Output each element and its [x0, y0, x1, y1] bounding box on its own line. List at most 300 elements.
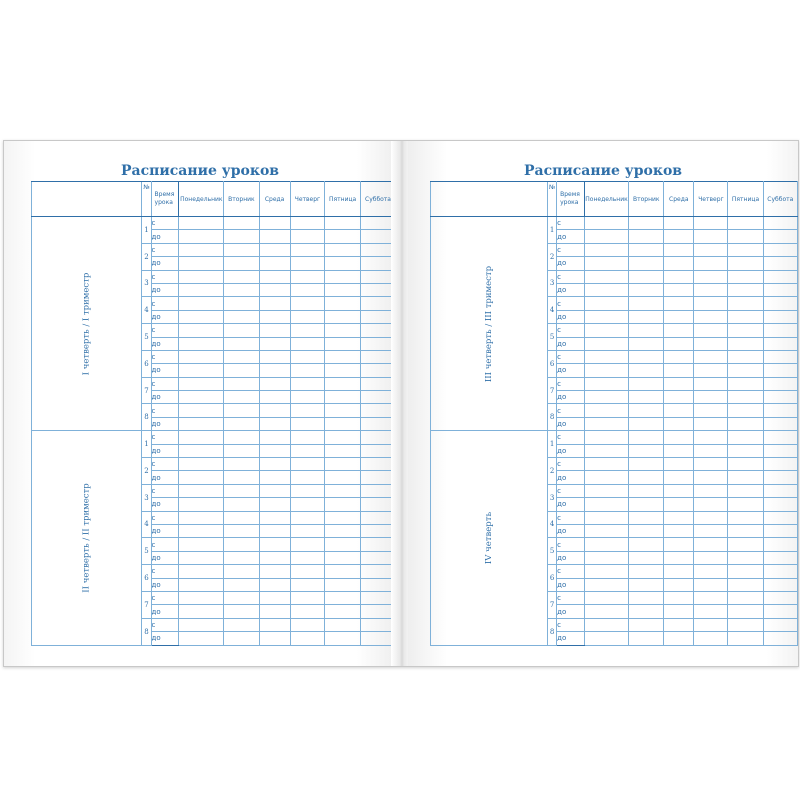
day-cell[interactable] [763, 511, 797, 524]
day-cell[interactable] [629, 337, 664, 350]
day-cell[interactable] [728, 524, 763, 537]
day-cell[interactable] [179, 524, 224, 537]
day-cell[interactable] [664, 471, 694, 484]
day-cell[interactable] [664, 391, 694, 404]
day-cell[interactable] [763, 350, 797, 363]
day-cell[interactable] [290, 524, 325, 537]
day-cell[interactable] [763, 391, 797, 404]
time-from-cell[interactable]: с [151, 270, 179, 283]
day-cell[interactable] [728, 618, 763, 631]
day-cell[interactable] [179, 591, 224, 604]
day-cell[interactable] [325, 632, 361, 645]
day-cell[interactable] [763, 431, 797, 444]
day-cell[interactable] [629, 297, 664, 310]
day-cell[interactable] [224, 324, 259, 337]
day-cell[interactable] [763, 471, 797, 484]
day-cell[interactable] [664, 364, 694, 377]
day-cell[interactable] [728, 551, 763, 564]
day-cell[interactable] [728, 417, 763, 430]
day-cell[interactable] [629, 618, 664, 631]
day-cell[interactable] [694, 484, 728, 497]
day-cell[interactable] [694, 404, 728, 417]
day-cell[interactable] [259, 350, 290, 363]
day-cell[interactable] [664, 417, 694, 430]
day-cell[interactable] [694, 350, 728, 363]
day-cell[interactable] [728, 458, 763, 471]
time-from-cell[interactable]: с [557, 404, 585, 417]
day-cell[interactable] [629, 565, 664, 578]
day-cell[interactable] [259, 565, 290, 578]
day-cell[interactable] [179, 605, 224, 618]
day-cell[interactable] [664, 511, 694, 524]
day-cell[interactable] [325, 283, 361, 296]
day-cell[interactable] [728, 230, 763, 243]
day-cell[interactable] [259, 578, 290, 591]
day-cell[interactable] [664, 257, 694, 270]
day-cell[interactable] [629, 538, 664, 551]
time-from-cell[interactable]: с [557, 591, 585, 604]
day-cell[interactable] [179, 498, 224, 511]
day-cell[interactable] [325, 417, 361, 430]
day-cell[interactable] [179, 618, 224, 631]
day-cell[interactable] [224, 632, 259, 645]
time-to-cell[interactable]: до [557, 391, 585, 404]
time-to-cell[interactable]: до [557, 310, 585, 323]
day-cell[interactable] [763, 538, 797, 551]
day-cell[interactable] [763, 364, 797, 377]
day-cell[interactable] [728, 538, 763, 551]
day-cell[interactable] [763, 310, 797, 323]
day-cell[interactable] [728, 364, 763, 377]
day-cell[interactable] [259, 283, 290, 296]
time-to-cell[interactable]: до [151, 364, 179, 377]
time-to-cell[interactable]: до [151, 605, 179, 618]
day-cell[interactable] [584, 324, 629, 337]
day-cell[interactable] [629, 471, 664, 484]
day-cell[interactable] [325, 337, 361, 350]
day-cell[interactable] [584, 337, 629, 350]
day-cell[interactable] [224, 217, 259, 230]
day-cell[interactable] [325, 444, 361, 457]
day-cell[interactable] [290, 565, 325, 578]
day-cell[interactable] [259, 484, 290, 497]
day-cell[interactable] [728, 444, 763, 457]
time-to-cell[interactable]: до [557, 498, 585, 511]
time-from-cell[interactable]: с [151, 591, 179, 604]
day-cell[interactable] [728, 632, 763, 645]
day-cell[interactable] [179, 632, 224, 645]
day-cell[interactable] [629, 404, 664, 417]
day-cell[interactable] [179, 270, 224, 283]
day-cell[interactable] [629, 391, 664, 404]
day-cell[interactable] [290, 337, 325, 350]
day-cell[interactable] [325, 431, 361, 444]
day-cell[interactable] [763, 578, 797, 591]
day-cell[interactable] [728, 498, 763, 511]
day-cell[interactable] [629, 578, 664, 591]
day-cell[interactable] [763, 498, 797, 511]
day-cell[interactable] [224, 391, 259, 404]
day-cell[interactable] [629, 283, 664, 296]
day-cell[interactable] [728, 297, 763, 310]
day-cell[interactable] [694, 565, 728, 578]
day-cell[interactable] [259, 605, 290, 618]
day-cell[interactable] [664, 230, 694, 243]
day-cell[interactable] [179, 350, 224, 363]
day-cell[interactable] [664, 565, 694, 578]
day-cell[interactable] [224, 538, 259, 551]
day-cell[interactable] [290, 404, 325, 417]
time-to-cell[interactable]: до [151, 524, 179, 537]
day-cell[interactable] [763, 324, 797, 337]
day-cell[interactable] [763, 484, 797, 497]
day-cell[interactable] [584, 591, 629, 604]
day-cell[interactable] [584, 498, 629, 511]
day-cell[interactable] [664, 217, 694, 230]
day-cell[interactable] [728, 310, 763, 323]
time-from-cell[interactable]: с [557, 618, 585, 631]
day-cell[interactable] [728, 511, 763, 524]
day-cell[interactable] [763, 444, 797, 457]
day-cell[interactable] [224, 404, 259, 417]
day-cell[interactable] [325, 217, 361, 230]
day-cell[interactable] [694, 431, 728, 444]
day-cell[interactable] [629, 350, 664, 363]
day-cell[interactable] [224, 243, 259, 256]
time-from-cell[interactable]: с [557, 511, 585, 524]
day-cell[interactable] [259, 417, 290, 430]
day-cell[interactable] [694, 444, 728, 457]
day-cell[interactable] [584, 578, 629, 591]
day-cell[interactable] [584, 391, 629, 404]
day-cell[interactable] [629, 377, 664, 390]
time-from-cell[interactable]: с [151, 217, 179, 230]
day-cell[interactable] [224, 257, 259, 270]
day-cell[interactable] [224, 417, 259, 430]
day-cell[interactable] [763, 270, 797, 283]
day-cell[interactable] [179, 230, 224, 243]
day-cell[interactable] [584, 618, 629, 631]
day-cell[interactable] [290, 605, 325, 618]
time-from-cell[interactable]: с [151, 404, 179, 417]
day-cell[interactable] [325, 524, 361, 537]
day-cell[interactable] [629, 310, 664, 323]
day-cell[interactable] [694, 270, 728, 283]
day-cell[interactable] [629, 364, 664, 377]
day-cell[interactable] [694, 551, 728, 564]
time-to-cell[interactable]: до [151, 257, 179, 270]
day-cell[interactable] [584, 243, 629, 256]
day-cell[interactable] [259, 337, 290, 350]
time-from-cell[interactable]: с [557, 270, 585, 283]
day-cell[interactable] [259, 551, 290, 564]
day-cell[interactable] [179, 471, 224, 484]
day-cell[interactable] [664, 618, 694, 631]
day-cell[interactable] [694, 591, 728, 604]
day-cell[interactable] [728, 337, 763, 350]
day-cell[interactable] [259, 377, 290, 390]
day-cell[interactable] [694, 377, 728, 390]
day-cell[interactable] [763, 618, 797, 631]
day-cell[interactable] [728, 431, 763, 444]
day-cell[interactable] [694, 217, 728, 230]
time-to-cell[interactable]: до [557, 417, 585, 430]
day-cell[interactable] [259, 458, 290, 471]
time-from-cell[interactable]: с [557, 484, 585, 497]
day-cell[interactable] [325, 350, 361, 363]
day-cell[interactable] [728, 404, 763, 417]
day-cell[interactable] [259, 591, 290, 604]
time-to-cell[interactable]: до [557, 283, 585, 296]
time-to-cell[interactable]: до [151, 632, 179, 645]
day-cell[interactable] [259, 471, 290, 484]
time-to-cell[interactable]: до [151, 391, 179, 404]
day-cell[interactable] [259, 257, 290, 270]
day-cell[interactable] [763, 243, 797, 256]
day-cell[interactable] [584, 538, 629, 551]
day-cell[interactable] [694, 337, 728, 350]
day-cell[interactable] [584, 484, 629, 497]
day-cell[interactable] [629, 632, 664, 645]
day-cell[interactable] [584, 350, 629, 363]
day-cell[interactable] [694, 230, 728, 243]
day-cell[interactable] [259, 618, 290, 631]
day-cell[interactable] [584, 404, 629, 417]
day-cell[interactable] [290, 310, 325, 323]
day-cell[interactable] [763, 632, 797, 645]
day-cell[interactable] [584, 257, 629, 270]
day-cell[interactable] [224, 230, 259, 243]
day-cell[interactable] [629, 431, 664, 444]
time-from-cell[interactable]: с [557, 458, 585, 471]
day-cell[interactable] [694, 391, 728, 404]
time-from-cell[interactable]: с [557, 217, 585, 230]
day-cell[interactable] [325, 578, 361, 591]
day-cell[interactable] [728, 283, 763, 296]
day-cell[interactable] [224, 471, 259, 484]
day-cell[interactable] [664, 591, 694, 604]
day-cell[interactable] [179, 391, 224, 404]
day-cell[interactable] [664, 310, 694, 323]
time-from-cell[interactable]: с [151, 458, 179, 471]
day-cell[interactable] [179, 417, 224, 430]
day-cell[interactable] [224, 337, 259, 350]
day-cell[interactable] [259, 391, 290, 404]
time-to-cell[interactable]: до [557, 471, 585, 484]
day-cell[interactable] [763, 605, 797, 618]
day-cell[interactable] [694, 324, 728, 337]
day-cell[interactable] [325, 364, 361, 377]
day-cell[interactable] [179, 444, 224, 457]
day-cell[interactable] [584, 417, 629, 430]
day-cell[interactable] [259, 524, 290, 537]
day-cell[interactable] [584, 551, 629, 564]
day-cell[interactable] [179, 257, 224, 270]
day-cell[interactable] [325, 243, 361, 256]
day-cell[interactable] [664, 283, 694, 296]
time-from-cell[interactable]: с [151, 297, 179, 310]
day-cell[interactable] [179, 243, 224, 256]
day-cell[interactable] [259, 310, 290, 323]
day-cell[interactable] [224, 350, 259, 363]
day-cell[interactable] [664, 444, 694, 457]
day-cell[interactable] [694, 538, 728, 551]
day-cell[interactable] [629, 524, 664, 537]
day-cell[interactable] [763, 283, 797, 296]
day-cell[interactable] [584, 565, 629, 578]
day-cell[interactable] [179, 431, 224, 444]
time-from-cell[interactable]: с [151, 243, 179, 256]
time-to-cell[interactable]: до [557, 524, 585, 537]
day-cell[interactable] [664, 578, 694, 591]
day-cell[interactable] [179, 297, 224, 310]
day-cell[interactable] [629, 217, 664, 230]
day-cell[interactable] [290, 632, 325, 645]
day-cell[interactable] [728, 565, 763, 578]
day-cell[interactable] [728, 591, 763, 604]
day-cell[interactable] [290, 484, 325, 497]
day-cell[interactable] [179, 565, 224, 578]
day-cell[interactable] [664, 498, 694, 511]
day-cell[interactable] [259, 511, 290, 524]
day-cell[interactable] [325, 618, 361, 631]
day-cell[interactable] [290, 257, 325, 270]
day-cell[interactable] [290, 458, 325, 471]
day-cell[interactable] [290, 324, 325, 337]
day-cell[interactable] [584, 605, 629, 618]
day-cell[interactable] [584, 217, 629, 230]
day-cell[interactable] [694, 524, 728, 537]
day-cell[interactable] [728, 270, 763, 283]
day-cell[interactable] [664, 524, 694, 537]
day-cell[interactable] [584, 230, 629, 243]
day-cell[interactable] [584, 511, 629, 524]
time-to-cell[interactable]: до [151, 337, 179, 350]
day-cell[interactable] [728, 324, 763, 337]
day-cell[interactable] [224, 578, 259, 591]
day-cell[interactable] [664, 458, 694, 471]
time-from-cell[interactable]: с [557, 297, 585, 310]
day-cell[interactable] [664, 404, 694, 417]
day-cell[interactable] [224, 551, 259, 564]
day-cell[interactable] [664, 297, 694, 310]
day-cell[interactable] [584, 524, 629, 537]
day-cell[interactable] [763, 257, 797, 270]
day-cell[interactable] [629, 257, 664, 270]
day-cell[interactable] [224, 618, 259, 631]
day-cell[interactable] [728, 605, 763, 618]
day-cell[interactable] [290, 578, 325, 591]
day-cell[interactable] [728, 377, 763, 390]
day-cell[interactable] [728, 391, 763, 404]
day-cell[interactable] [629, 270, 664, 283]
day-cell[interactable] [763, 297, 797, 310]
time-to-cell[interactable]: до [557, 578, 585, 591]
day-cell[interactable] [224, 310, 259, 323]
day-cell[interactable] [325, 391, 361, 404]
time-from-cell[interactable]: с [151, 511, 179, 524]
day-cell[interactable] [325, 404, 361, 417]
day-cell[interactable] [763, 565, 797, 578]
day-cell[interactable] [259, 364, 290, 377]
day-cell[interactable] [290, 283, 325, 296]
day-cell[interactable] [629, 605, 664, 618]
day-cell[interactable] [325, 324, 361, 337]
time-to-cell[interactable]: до [151, 471, 179, 484]
day-cell[interactable] [290, 538, 325, 551]
day-cell[interactable] [325, 565, 361, 578]
time-from-cell[interactable]: с [557, 350, 585, 363]
day-cell[interactable] [325, 458, 361, 471]
day-cell[interactable] [629, 591, 664, 604]
day-cell[interactable] [224, 444, 259, 457]
day-cell[interactable] [290, 471, 325, 484]
time-to-cell[interactable]: до [557, 632, 585, 645]
time-to-cell[interactable]: до [151, 551, 179, 564]
day-cell[interactable] [290, 297, 325, 310]
time-from-cell[interactable]: с [151, 350, 179, 363]
day-cell[interactable] [290, 551, 325, 564]
day-cell[interactable] [179, 217, 224, 230]
day-cell[interactable] [325, 498, 361, 511]
day-cell[interactable] [224, 591, 259, 604]
day-cell[interactable] [290, 511, 325, 524]
time-from-cell[interactable]: с [151, 565, 179, 578]
day-cell[interactable] [629, 484, 664, 497]
day-cell[interactable] [763, 230, 797, 243]
day-cell[interactable] [664, 431, 694, 444]
day-cell[interactable] [179, 283, 224, 296]
day-cell[interactable] [325, 551, 361, 564]
day-cell[interactable] [694, 458, 728, 471]
day-cell[interactable] [325, 377, 361, 390]
day-cell[interactable] [224, 484, 259, 497]
day-cell[interactable] [290, 431, 325, 444]
day-cell[interactable] [179, 310, 224, 323]
day-cell[interactable] [584, 458, 629, 471]
day-cell[interactable] [694, 417, 728, 430]
day-cell[interactable] [259, 431, 290, 444]
day-cell[interactable] [224, 297, 259, 310]
day-cell[interactable] [584, 471, 629, 484]
day-cell[interactable] [290, 243, 325, 256]
time-from-cell[interactable]: с [557, 377, 585, 390]
day-cell[interactable] [584, 270, 629, 283]
time-from-cell[interactable]: с [151, 618, 179, 631]
day-cell[interactable] [259, 498, 290, 511]
day-cell[interactable] [179, 484, 224, 497]
day-cell[interactable] [763, 417, 797, 430]
day-cell[interactable] [290, 350, 325, 363]
time-from-cell[interactable]: с [557, 538, 585, 551]
day-cell[interactable] [179, 511, 224, 524]
day-cell[interactable] [224, 458, 259, 471]
day-cell[interactable] [728, 217, 763, 230]
day-cell[interactable] [325, 257, 361, 270]
day-cell[interactable] [763, 591, 797, 604]
day-cell[interactable] [259, 444, 290, 457]
day-cell[interactable] [290, 391, 325, 404]
day-cell[interactable] [179, 364, 224, 377]
time-from-cell[interactable]: с [151, 431, 179, 444]
day-cell[interactable] [664, 605, 694, 618]
day-cell[interactable] [259, 230, 290, 243]
time-from-cell[interactable]: с [151, 324, 179, 337]
day-cell[interactable] [179, 538, 224, 551]
time-to-cell[interactable]: до [151, 444, 179, 457]
day-cell[interactable] [664, 632, 694, 645]
day-cell[interactable] [694, 257, 728, 270]
